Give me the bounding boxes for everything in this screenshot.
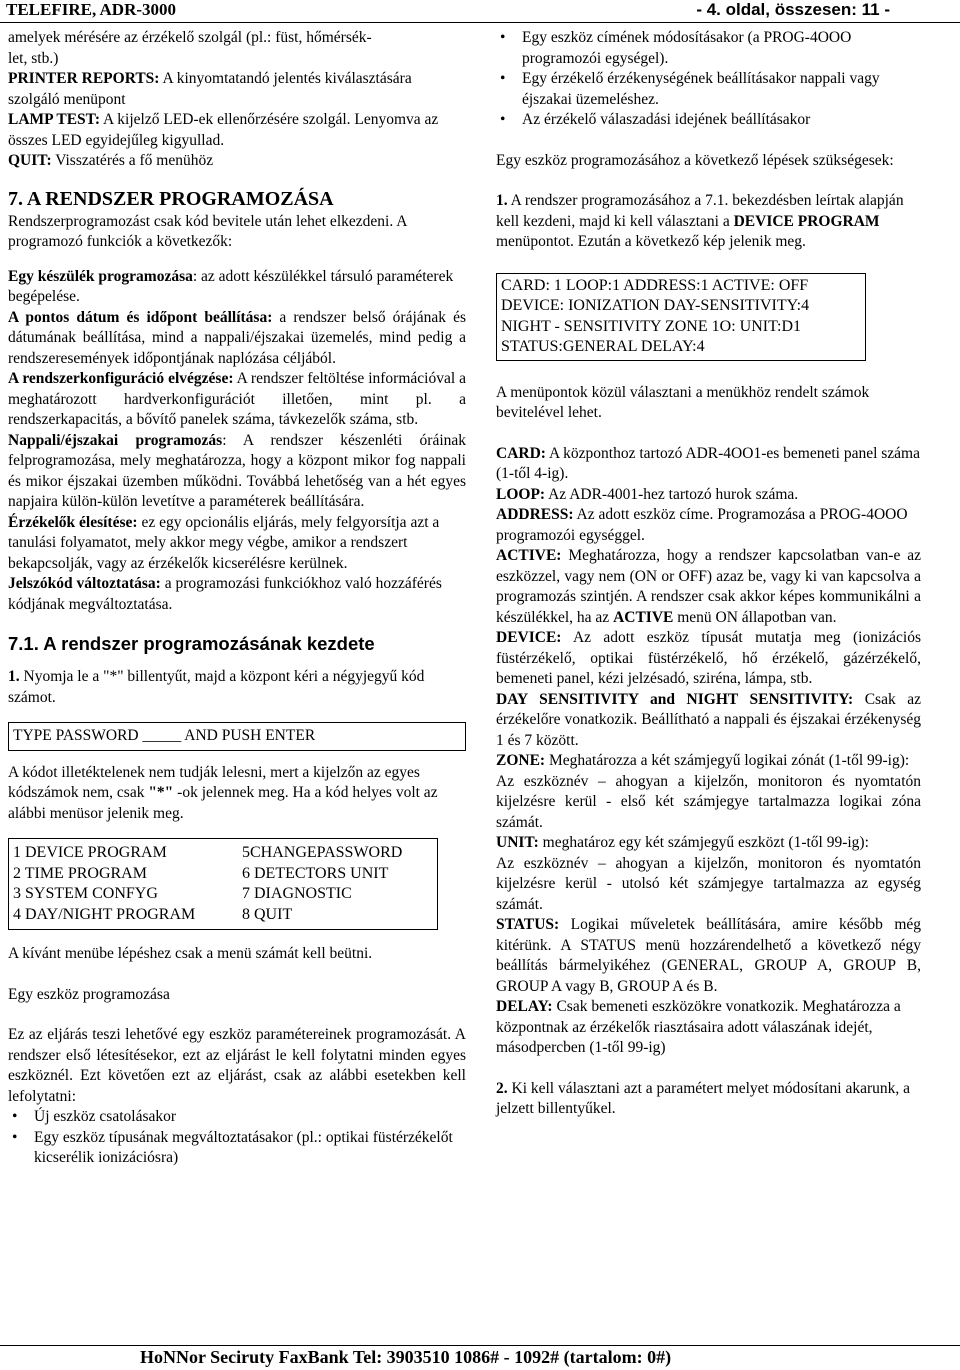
active-bold: ACTIVE	[613, 608, 674, 626]
system-config-text: A rendszer feltöltése információval a meghatározott hardverkonfigurációt illetően, mint pl. a rendszerkapacitás, a bővítő panelek száma, távkezelők száma, stb.	[8, 370, 466, 428]
right-step-1	[496, 191, 921, 253]
unit-para	[496, 833, 921, 854]
intro-line-2: let, stb.)	[8, 49, 59, 67]
printer-reports-item	[8, 69, 466, 110]
password-change-text: a programozási funkciókhoz való hozzáférés kódjának megváltoztatása.	[8, 575, 442, 613]
header-page-number: - 4. oldal, összesen: 11 -	[696, 0, 890, 19]
sensor-arming-para	[8, 513, 466, 575]
list-item: • Egy eszköz címének módosításakor (a PROG-4OOO programozói egységel).	[496, 28, 921, 69]
system-config-label: A rendszerkonfiguráció elvégzése:	[8, 370, 234, 387]
card-label: CARD:	[496, 444, 546, 462]
right-step-2-text: Ki kell választani azt a paramétert melyet módosítani akarunk, a jelzett billentyűkel.	[496, 1079, 911, 1117]
card-para	[496, 444, 921, 485]
active-para	[496, 546, 921, 628]
zone-label: ZONE:	[496, 752, 546, 769]
status-para	[496, 915, 921, 997]
card-text: A központhoz tartozó ADR-4OO1-es bemeneti panel száma (1-től 4-ig).	[496, 444, 920, 482]
device-programming-label: Egy készülék programozása	[8, 267, 193, 285]
steps-intro: Egy eszköz programozásához a következő lépések szükségesek:	[496, 151, 894, 169]
address-para	[496, 505, 921, 546]
menu-hint: A kívánt menübe lépéshez csak a menü számát kell beütni.	[8, 945, 373, 962]
unit-para-2: Az eszköznév – ahogyan a kijelzőn, monitoron és nyomtatón kijelzésre kerül - utolsó két számjegye tartalmazza az egység számát.	[496, 854, 921, 913]
status-label: STATUS:	[496, 916, 560, 933]
delay-para	[496, 997, 921, 1059]
day-night-label: Nappali/éjszakai programozás	[8, 431, 223, 449]
list-item: • Új eszköz csatolásakor	[8, 1107, 466, 1128]
date-time-para	[8, 308, 466, 370]
sensitivity-label: DAY SENSITIVITY and NIGHT SENSITIVITY:	[496, 690, 854, 708]
code-star: "*"	[148, 784, 174, 801]
address-label: ADDRESS:	[496, 506, 574, 523]
main-menu-box	[8, 838, 438, 930]
printer-text: A kinyomtatandó jelentés kiválasztására szolgáló menüpont	[8, 70, 412, 108]
list-item: • Egy érzékelő érzékenységének beállításakor nappali vagy éjszakai üzemeléshez.	[496, 69, 921, 110]
page-footer	[0, 1345, 960, 1370]
device-text: Az adott eszköz típusát mutatja meg (ionizációs füstérzékelő, optikai füstérzékelő, hő érzékelő, gázérzékelő, bemeneti panel, kézi jelzésadó, sziréna, lámpa, stb.	[496, 629, 921, 687]
menu-item: 8 QUIT	[242, 905, 293, 923]
right-step-1-text-b: menüpontot. Ezután a következő kép jelenik meg.	[496, 233, 806, 250]
section-7-1-heading: 7.1. A rendszer programozásának kezdete	[8, 633, 375, 654]
date-time-text: a rendszer belső órájának és dátumának beállítása, mind a nappali/éjszakai üzemelés, mind pedig a rendszeresemények időpontjának naplózása céljából.	[8, 308, 466, 367]
section-7-intro	[8, 212, 466, 253]
left-column	[8, 28, 466, 1169]
menu-item: 7 DIAGNOSTIC	[242, 885, 352, 902]
zone-para-2: Az eszköznév – ahogyan a kijelzőn, monitoron és nyomtatón kijelzésre kerül - első két számjegye tartalmazza logikai zóna számát.	[496, 772, 921, 831]
lamp-label: LAMP TEST:	[8, 111, 101, 128]
right-step-2	[496, 1079, 921, 1120]
right-column	[496, 28, 921, 1120]
active-label: ACTIVE:	[496, 547, 562, 564]
day-night-para	[8, 431, 466, 513]
sensor-arming-label: Érzékelők élesítése:	[8, 513, 138, 531]
loop-label: LOOP:	[496, 485, 546, 503]
footer-text: HoNNor Seciruty FaxBank Tel: 3903510 1086# - 1092# (tartalom: 0#)	[140, 1347, 672, 1367]
sensitivity-para	[496, 690, 921, 752]
status-text: Logikai műveletek beállítására, amire később még kitérünk. A STATUS menü hozzárendelhető a következő négy beállítás bármelyikéhez (GENERAL, GROUP A, GROUP B, GROUP A vagy B, GROUP A és B.	[496, 916, 921, 995]
password-change-para	[8, 574, 466, 615]
delay-text: Csak bemeneti eszközökre vonatkozik. Meghatározza a központnak az érzékelők riasztásaira adott válaszának idejét, másodpercben (1-től 99-ig)	[496, 998, 901, 1056]
device-programming-heading: Egy eszköz programozása	[8, 985, 170, 1003]
sensor-arming-text: ez egy opcionális eljárás, mely felgyorsítja azt a tanulási folyamatot, mely akkor megy végbe, amikor a rendszert bekapcsolják, vagy az érzékelők kicserélésre kerülnek.	[8, 513, 440, 572]
menu-item: 3 SYSTEM CONFYG	[13, 885, 158, 902]
zone-text: Meghatározza a két számjegyű logikai zónát (1-től 99-ig):	[545, 752, 910, 769]
lcd-line: NIGHT - SENSITIVITY ZONE 1O: UNIT:D1	[501, 317, 802, 335]
menu-selection-note: A menüpontok közül választani a menükhöz rendelt számok bevitelével lehet.	[496, 383, 870, 421]
active-text-a: Meghatározza, hogy a rendszer kapcsolatban van-e az eszközzel, vagy nem (ON or OFF) azaz be, vagy ki van kapcsolva a programozás szintjén. A rendszer csak akkor képes kommunikálni a készülékkel, ha az	[496, 547, 921, 626]
active-text-b: menü ON állapotban van.	[673, 608, 837, 626]
menu-item: 4 DAY/NIGHT PROGRAM	[13, 905, 196, 923]
device-program-label: DEVICE PROGRAM	[733, 212, 880, 230]
list-item: • Az érzékelő válaszadási idejének beállításakor	[496, 110, 921, 131]
printer-label: PRINTER REPORTS:	[8, 70, 160, 87]
right-step-1-number: 1.	[496, 192, 508, 209]
intro-line-1: amelyek mérésére az érzékelő szolgál (pl.: füst, hőmérsék-	[8, 29, 372, 46]
zone-para	[496, 751, 921, 772]
menu-item: 2 TIME PROGRAM	[13, 864, 147, 882]
menu-item: 1 DEVICE PROGRAM	[13, 844, 167, 861]
delay-label: DELAY:	[496, 998, 553, 1015]
unit-label: UNIT:	[496, 834, 539, 851]
code-text-b: -ok jelennek meg. Ha a kód helyes volt az alábbi menüsor jelenik meg.	[8, 784, 438, 822]
right-step-2-number: 2.	[496, 1079, 508, 1097]
device-para	[496, 628, 921, 690]
day-night-text: : A rendszer készenléti óráinak felprogramozása, mely meghatározza, hogy a központ mikor fog nappali és mikor éjszakai üzemben működni. Továbbá lehetőség van a hét egyes napjaira külön-külön levetítve a paraméterek beállítására.	[8, 431, 467, 510]
unit-text: meghatároz egy két számjegyű eszközt (1-től 99-ig):	[538, 834, 869, 851]
section-7-intro-b: A programozó funkciók a következők:	[8, 212, 407, 250]
lcd-display-box	[496, 273, 866, 361]
password-prompt-box	[8, 722, 466, 751]
password-change-label: Jelszókód változtatása:	[8, 575, 161, 592]
device-label: DEVICE:	[496, 629, 562, 646]
lcd-line: CARD: 1 LOOP:1 ADDRESS:1 ACTIVE: OFF	[501, 276, 809, 294]
password-prompt-text: TYPE PASSWORD _____ AND PUSH ENTER	[13, 727, 316, 744]
menu-item: 5CHANGEPASSWORD	[242, 844, 403, 861]
step-1-text: Nyomja le a "*" billentyűt, majd a központ kéri a négyjegyű kód számot.	[8, 668, 425, 706]
address-text: Az adott eszköz címe. Programozása a PROG-4OOO programozói egységgel.	[496, 506, 908, 544]
lamp-test-item	[8, 110, 466, 151]
code-hidden-para	[8, 763, 466, 825]
lcd-line: STATUS:GENERAL DELAY:4	[501, 338, 705, 355]
code-text-a: A kódot illetéktelenek nem tudják lelesni, mert a kijelzőn az egyes kódszámok nem, csak	[8, 763, 420, 801]
lamp-text: A kijelző LED-ek ellenőrzésére szolgál. Lenyomva az összes LED egyidejűleg kigyullad.	[8, 111, 439, 149]
section-7-heading: 7. A RENDSZER PROGRAMOZÁSA	[8, 187, 334, 210]
device-programming-intro: Ez az eljárás teszi lehetővé egy eszköz paramétereinek programozását. A rendszer első létesítésekor, ezt az eljárást le kell folytatni minden egyes eszköznél. Ezt követően ezt az eljárást, csak az alábbi esetekben kell lefolytatni:	[8, 1026, 466, 1105]
step-1-number: 1.	[8, 668, 20, 685]
quit-label: QUIT:	[8, 152, 52, 169]
step-1-para	[8, 667, 466, 708]
sensitivity-text: Csak az érzékelőre vonatkozik. Beállítható a nappali és éjszakai érzékenység 1 és 7 között.	[496, 690, 921, 749]
section-7-intro-a: Rendszerprogramozást csak kód bevitele után lehet elkezdeni.	[8, 212, 397, 230]
header-title: TELEFIRE, ADR-3000	[6, 0, 177, 19]
quit-item	[8, 151, 466, 172]
right-step-1-text-a: A rendszer programozásához a 7.1. bekezdésben leírtak alapján kell kezdeni, majd ki kell választani a	[496, 192, 904, 230]
loop-text: Az ADR-4001-hez tartozó hurok száma.	[545, 485, 799, 503]
system-config-para	[8, 369, 466, 431]
lcd-line: DEVICE: IONIZATION DAY-SENSITIVITY:4	[501, 297, 810, 314]
list-item: • Egy eszköz típusának megváltoztatásakor (pl.: optikai füstérzékelőt kicserélik ionizációsra)	[8, 1128, 466, 1169]
device-programming-para	[8, 267, 466, 308]
menu-item: 6 DETECTORS UNIT	[242, 864, 389, 882]
device-programming-text: : az adott készülékkel társuló paraméterek begépelése.	[8, 267, 454, 305]
quit-text: Visszatérés a fő menühöz	[51, 152, 214, 169]
date-time-label: A pontos dátum és időpont beállítása:	[8, 308, 273, 326]
loop-para	[496, 485, 921, 506]
page-header	[0, 0, 960, 23]
